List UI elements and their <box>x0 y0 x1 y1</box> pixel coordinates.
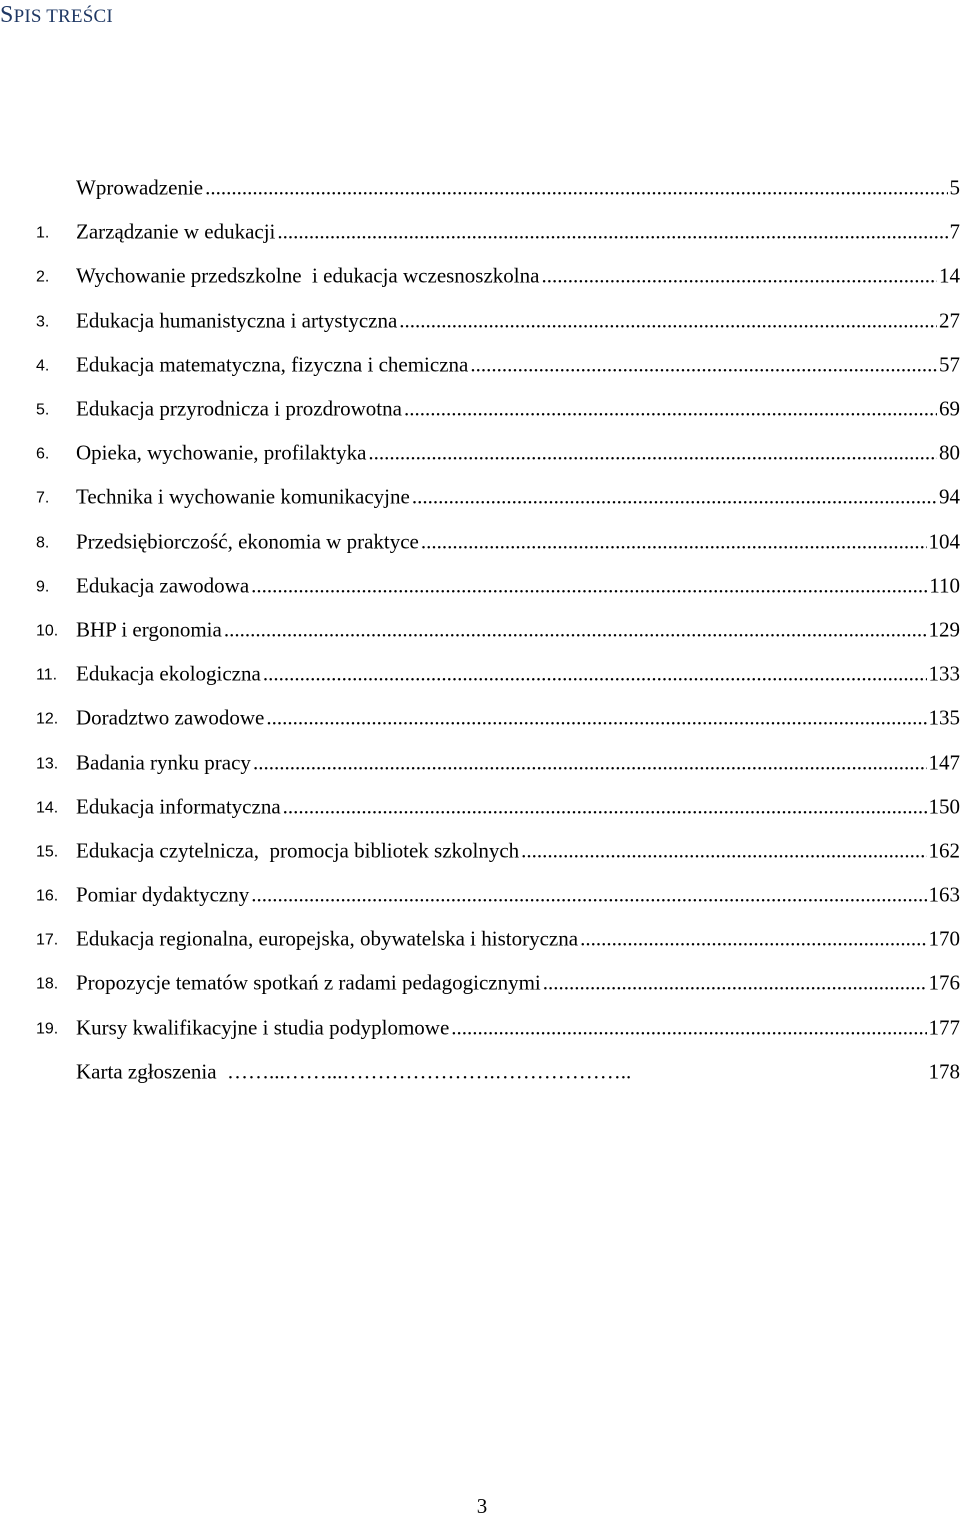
toc-entry-page: 5 <box>949 175 960 200</box>
toc-entry-number: 5. <box>36 401 50 419</box>
toc-entry-page: 170 <box>928 926 960 951</box>
toc-entry[interactable] <box>36 829 960 873</box>
toc-entry-title: Karta zgłoszenia ……...……...………………….……………….. <box>76 1059 632 1084</box>
toc-entry-page: 94 <box>939 484 960 509</box>
toc-entry-body <box>76 264 960 289</box>
toc-entry-title: Badania rynku pracy <box>76 750 251 775</box>
toc-entry-title: Edukacja informatyczna <box>76 794 281 819</box>
toc-entry-page: 177 <box>928 1015 960 1040</box>
toc-entry-body <box>76 617 960 642</box>
page-number: 3 <box>476 1494 488 1518</box>
toc-entry[interactable] <box>36 652 960 696</box>
toc-entry-number: 16. <box>36 887 59 905</box>
toc-entry[interactable] <box>36 387 960 431</box>
toc-entry-body <box>76 220 960 245</box>
toc-entry-title: Edukacja ekologiczna <box>76 661 261 686</box>
toc-dot-leader <box>224 617 927 642</box>
toc-dot-leader <box>263 662 927 687</box>
toc-entry[interactable] <box>36 696 960 740</box>
toc-entry[interactable] <box>36 873 960 917</box>
toc-dot-leader <box>205 176 947 201</box>
toc-entry-number: 7. <box>36 489 50 507</box>
toc-entry[interactable] <box>36 431 960 475</box>
toc-entry-body <box>76 397 960 422</box>
toc-entry-page: 162 <box>928 838 960 863</box>
toc-dot-leader <box>541 264 937 289</box>
toc-entry-body <box>76 308 960 333</box>
toc-entry[interactable] <box>36 740 960 784</box>
page-title-initial: S <box>0 2 14 28</box>
toc-entry-body <box>76 1015 960 1040</box>
toc-entry[interactable] <box>36 343 960 387</box>
toc-entry-number: 4. <box>36 357 50 375</box>
toc-entry-number: 6. <box>36 445 50 463</box>
toc-entry-body <box>76 927 960 952</box>
toc-entry-title: Opieka, wychowanie, profilaktyka <box>76 440 367 465</box>
table-of-contents <box>36 166 960 1094</box>
toc-entry-title: Kursy kwalifikacyjne i studia podyplomowe <box>76 1015 450 1040</box>
toc-dot-leader <box>266 706 926 731</box>
toc-dot-leader <box>412 485 937 510</box>
page-title-rest: PIS TREŚCI <box>13 6 113 27</box>
toc-entry-number: 17. <box>36 931 59 949</box>
toc-entry-number: 13. <box>36 754 59 772</box>
toc-entry-page: 80 <box>939 440 960 465</box>
toc-entry-body <box>76 176 960 201</box>
toc-entry-title: Technika i wychowanie komunikacyjne <box>76 484 410 509</box>
toc-entry-page: 133 <box>928 661 960 686</box>
toc-entry-title: Edukacja humanistyczna i artystyczna <box>76 308 398 333</box>
toc-entry-title: Edukacja zawodowa <box>76 573 250 598</box>
toc-dot-leader <box>470 352 937 377</box>
toc-entry-number: 11. <box>36 666 58 684</box>
toc-dot-leader <box>277 220 947 245</box>
toc-dot-leader <box>283 794 927 819</box>
toc-entry[interactable] <box>36 299 960 343</box>
toc-entry-title: Edukacja matematyczna, fizyczna i chemiczna <box>76 352 469 377</box>
toc-entry-title: Zarządzanie w edukacji <box>76 219 276 244</box>
toc-entry-title: Edukacja przyrodnicza i prozdrowotna <box>76 396 402 421</box>
toc-entry-title: Wychowanie przedszkolne i edukacja wczesnoszkolna <box>76 263 540 288</box>
toc-entry-number: 2. <box>36 268 50 286</box>
toc-entry-body <box>76 441 960 466</box>
toc-entry[interactable] <box>36 564 960 608</box>
toc-entry[interactable] <box>36 475 960 519</box>
toc-dot-leader <box>580 927 926 952</box>
toc-entry-title: Pomiar dydaktyczny <box>76 882 250 907</box>
toc-entry[interactable] <box>36 961 960 1005</box>
toc-entry-number: 14. <box>36 799 59 817</box>
toc-entry-body <box>76 838 960 863</box>
page-title <box>0 2 113 29</box>
toc-entry-body <box>76 352 960 377</box>
toc-entry-page: 104 <box>928 529 960 554</box>
toc-entry[interactable] <box>36 608 960 652</box>
toc-entry-number: 9. <box>36 578 50 596</box>
toc-entry-title: Wprowadzenie <box>76 175 204 200</box>
toc-entry[interactable] <box>36 210 960 254</box>
toc-entry-page: 163 <box>928 882 960 907</box>
toc-entry[interactable] <box>36 785 960 829</box>
toc-entry-body <box>76 485 960 510</box>
toc-entry[interactable] <box>36 917 960 961</box>
toc-entry-body <box>76 662 960 687</box>
toc-entry-page: 135 <box>928 705 960 730</box>
toc-entry-body <box>76 883 960 908</box>
toc-entry-body <box>76 794 960 819</box>
toc-entry-page: 57 <box>939 352 960 377</box>
toc-entry-body <box>76 529 960 554</box>
toc-entry[interactable] <box>36 166 960 210</box>
toc-entry-karta[interactable] <box>36 1050 960 1094</box>
toc-dot-leader <box>451 1015 926 1040</box>
toc-entry-page: 147 <box>928 750 960 775</box>
toc-entry[interactable] <box>36 520 960 564</box>
toc-dot-leader <box>251 883 926 908</box>
toc-entry-body <box>76 706 960 731</box>
toc-entry-number: 19. <box>36 1020 59 1038</box>
toc-entry-title: Przedsiębiorczość, ekonomia w praktyce <box>76 529 419 554</box>
toc-entry-number: 1. <box>36 224 50 242</box>
toc-entry-title: Edukacja regionalna, europejska, obywatelska i historyczna <box>76 926 579 951</box>
toc-entry-body <box>76 573 960 598</box>
toc-entry-page: 14 <box>939 263 960 288</box>
toc-dot-leader <box>521 838 926 863</box>
toc-entry[interactable] <box>36 254 960 298</box>
toc-entry-page: 27 <box>939 308 960 333</box>
toc-entry-page: 176 <box>928 970 960 995</box>
toc-entry-number: 15. <box>36 843 59 861</box>
toc-entry-title: BHP i ergonomia <box>76 617 222 642</box>
toc-entry-number: 18. <box>36 975 59 993</box>
toc-entry-number: 8. <box>36 534 50 552</box>
toc-dot-leader <box>543 971 927 996</box>
toc-dot-leader <box>399 308 937 333</box>
toc-entry-body <box>76 1059 960 1084</box>
toc-entry-title: Edukacja czytelnicza, promocja bibliotek szkolnych <box>76 838 520 863</box>
toc-entry-number: 10. <box>36 622 59 640</box>
toc-entry-body <box>76 750 960 775</box>
toc-entry-body <box>76 971 960 996</box>
toc-dot-leader <box>253 750 927 775</box>
toc-entry-page: 129 <box>928 617 960 642</box>
toc-entry-page: 69 <box>939 396 960 421</box>
toc-entry[interactable] <box>36 1006 960 1050</box>
toc-entry-page: 178 <box>928 1059 960 1084</box>
toc-entry-page: 150 <box>928 794 960 819</box>
toc-dot-leader <box>368 441 937 466</box>
toc-dot-leader <box>421 529 927 554</box>
toc-entry-page: 7 <box>949 219 960 244</box>
toc-entry-number: 12. <box>36 710 59 728</box>
toc-entry-title: Doradztwo zawodowe <box>76 705 265 730</box>
toc-entry-title: Propozycje tematów spotkań z radami pedagogicznymi <box>76 970 541 995</box>
toc-dot-leader <box>404 397 937 422</box>
toc-entry-page: 110 <box>929 573 960 598</box>
toc-entry-number: 3. <box>36 313 50 331</box>
toc-dot-leader <box>251 573 927 598</box>
